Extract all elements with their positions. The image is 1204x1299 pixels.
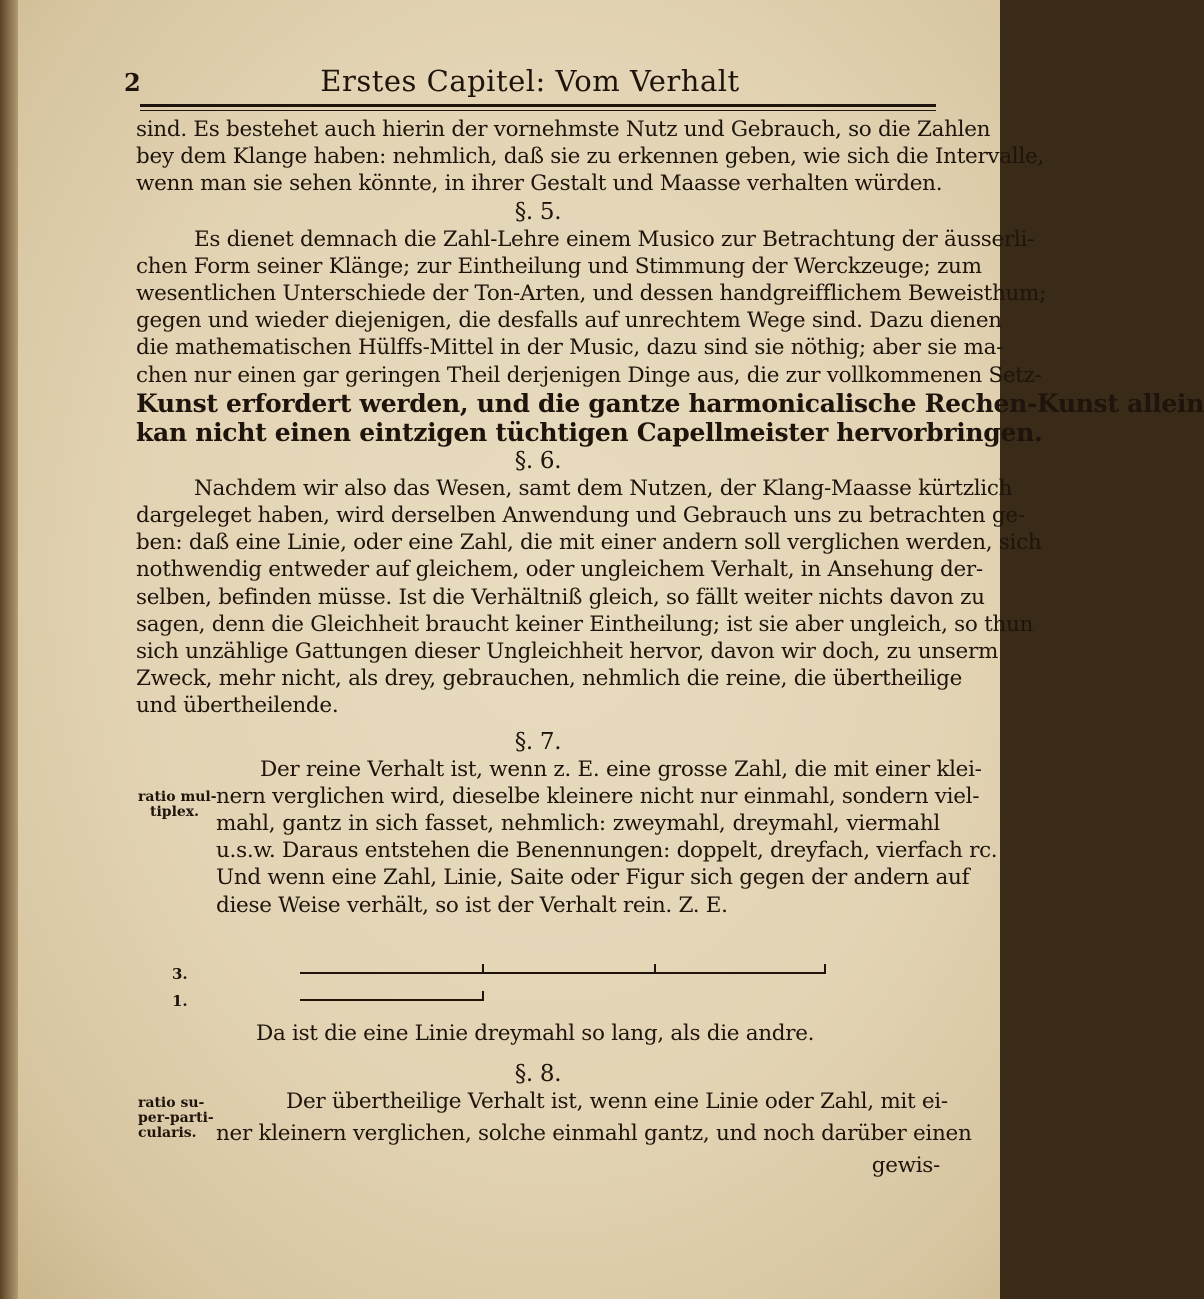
text-block xyxy=(136,116,1204,919)
catchword: gewis- xyxy=(871,1153,940,1178)
text-line: gegen und wieder diejenigen, die desfalls auf unrechtem Wege sind. Dazu dienen xyxy=(136,308,1002,334)
figure-line-short xyxy=(300,999,480,1001)
figure-label-one: 1. xyxy=(172,992,188,1010)
text-line: u.s.w. Daraus entstehen die Benennungen: doppelt, dreyfach, vierfach rc. xyxy=(216,838,998,864)
text-line: ben: daß eine Linie, oder eine Zahl, die mit einer andern soll verglichen werden, sich xyxy=(136,530,1042,556)
margin-note-multiplex xyxy=(138,790,217,820)
page-spine-shadow xyxy=(0,0,18,1299)
text-line: Da ist die eine Linie dreymahl so lang, als die andre. xyxy=(256,1021,815,1046)
margin-note-line: cularis. xyxy=(138,1125,197,1141)
text-line: wesentlichen Unterschiede der Ton-Arten, und dessen handgreifflichem Beweisthum; xyxy=(136,281,1047,307)
text-line: nern verglichen wird, dieselbe kleinere nicht nur einmahl, sondern viel- xyxy=(216,783,980,809)
text-line: mahl, gantz in sich fasset, nehmlich: zweymahl, dreymahl, viermahl xyxy=(216,811,940,837)
header-rule-thin xyxy=(140,110,936,111)
text-line: Der reine Verhalt ist, wenn z. E. eine grosse Zahl, die mit einer klei- xyxy=(260,756,982,782)
text-line: selben, befinden müsse. Ist die Verhältniß gleich, so fällt weiter nichts davon zu xyxy=(136,584,985,610)
text-line: chen Form seiner Klänge; zur Eintheilung und Stimmung der Werckzeuge; zum xyxy=(136,253,982,279)
text-line: dargeleget haben, wird derselben Anwendung und Gebrauch uns zu betrachten ge- xyxy=(136,503,1025,529)
page-number: 2 xyxy=(124,68,141,97)
text-line: Und wenn eine Zahl, Linie, Saite oder Figur sich gegen der andern auf xyxy=(216,865,970,891)
margin-note-superparticularis xyxy=(138,1096,214,1141)
text-line: wenn man sie sehen könnte, in ihrer Gestalt und Maasse verhalten würden. xyxy=(136,171,943,197)
text-line: diese Weise verhält, so ist der Verhalt rein. Z. E. xyxy=(216,892,728,918)
text-line: Zweck, mehr nicht, als drey, gebrauchen, nehmlich die reine, die übertheilige xyxy=(136,666,963,692)
text-line: Der übertheilige Verhalt ist, wenn eine Linie oder Zahl, mit ei- xyxy=(286,1089,948,1114)
text-line: ner kleinern verglichen, solche einmahl gantz, und noch darüber einen xyxy=(216,1121,972,1146)
text-line: die mathematischen Hülffs-Mittel in der Music, dazu sind sie nöthig; aber sie ma- xyxy=(136,335,1004,361)
text-line: sind. Es bestehet auch hierin der vornehmste Nutz und Gebrauch, so die Zahlen xyxy=(136,117,991,142)
section-heading: §. 5. xyxy=(514,198,562,225)
text-line: Nachdem wir also das Wesen, samt dem Nutzen, der Klang-Maasse kürtzlich xyxy=(194,475,1013,501)
section-heading: §. 6. xyxy=(514,447,562,474)
text-line: bey dem Klange haben: nehmlich, daß sie zu erkennen geben, wie sich die Intervalle, xyxy=(136,144,1044,170)
figure-label-three: 3. xyxy=(172,965,188,983)
figure-tick xyxy=(816,964,826,974)
margin-note-line: per-parti- xyxy=(138,1110,214,1126)
margin-note-line: ratio su- xyxy=(138,1095,205,1111)
figure-tick xyxy=(474,991,484,1001)
text-line: Es dienet demnach die Zahl-Lehre einem Musico zur Betrachtung der äusserli- xyxy=(194,226,1035,252)
figure-tick xyxy=(474,964,484,974)
text-line-emphasis: Kunst erfordert werden, und die gantze harmonicalische Rechen-Kunst allein xyxy=(136,388,1204,418)
page-header xyxy=(120,60,940,100)
margin-note-line: ratio mul- xyxy=(138,789,217,805)
figure-line-long xyxy=(300,972,824,974)
text-line: und übertheilende. xyxy=(136,693,339,719)
text-line: chen nur einen gar geringen Theil derjenigen Dinge aus, die zur vollkommenen Setz- xyxy=(136,362,1042,388)
header-rule xyxy=(140,104,936,107)
text-line: sich unzählige Gattungen dieser Ungleichheit hervor, davon wir doch, zu unserm xyxy=(136,639,999,665)
text-line-emphasis: kan nicht einen eintzigen tüchtigen Capellmeister hervorbringen. xyxy=(136,417,1043,447)
text-line: sagen, denn die Gleichheit braucht keiner Eintheilung; ist sie aber ungleich, so thun xyxy=(136,611,1034,637)
running-title: Erstes Capitel: Vom Verhalt xyxy=(320,64,740,98)
margin-note-line: tiplex. xyxy=(150,804,200,820)
figure-tick xyxy=(646,964,656,974)
section-heading: §. 8. xyxy=(514,1061,562,1087)
text-line: nothwendig entweder auf gleichem, oder ungleichem Verhalt, in Ansehung der- xyxy=(136,557,983,583)
section-heading: §. 7. xyxy=(514,728,562,755)
